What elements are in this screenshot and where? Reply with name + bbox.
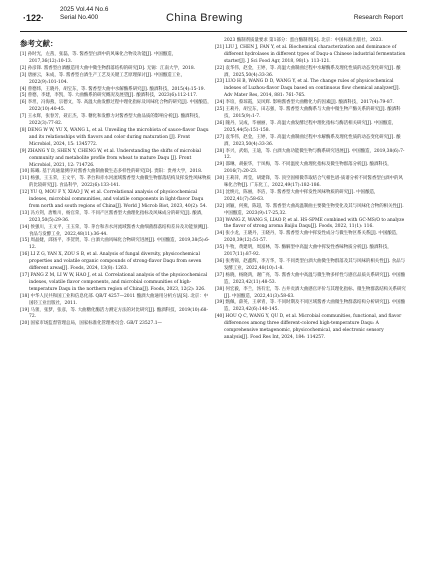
page-number: ·122·: [23, 13, 45, 23]
reference-item: [14] 侯强川，王文平，王玉荣，等. 茅台和赤水河流域酱香大曲细菌群落结构差异及功能预测[J]. 食品与发酵工业，2022,48(11):36-44.: [20, 224, 209, 237]
reference-item: [35] 牛牧，黄建明，周富林，等. 酶解型中高温大曲中挥发性香味物质分析[J]. 酿酒科技，2017(11):87-92.: [215, 245, 392, 258]
reference-item-continued: 2023 酶制剂质量要求 第1部分：蛋白酶制剂[S]. 北京：中国标准出版社，2023.: [224, 38, 383, 43]
reference-item: [1] 孙时光，左茜，张磊，等. 酱香型白酒中的风味化合物及功能[J]. 中国酿造，2017,36(12):10-13.: [20, 52, 177, 64]
reference-list-left: [20, 52, 212, 328]
right-column: [215, 38, 407, 342]
reference-item: [27] 袁华伟，赵金，王婷，等. 高温大曲制曲过程中水解酶系及理化性质的动态变化研究[J]. 酿酒，2023,50(4):33-36.: [215, 134, 401, 147]
section-label: Research Report: [353, 14, 403, 21]
reference-item: [23] LUO H B, WANG D D, WANG Y, et al. The change rules of physicochemical indexes of Luzhou-flavor Daqu based on continuous flow chemical analyzer[J]. Adv Mater Res, 2014, 881: 761-765.: [215, 79, 400, 99]
reference-item: [29] 邵琳，胡振华，于凤梅，等. 不同温度大曲理化指标及微生物群落分析[J]. 酿酒科技，2016(7):20-23.: [215, 162, 392, 175]
reference-list-right: [215, 38, 407, 342]
references-heading: 参考文献：: [20, 39, 58, 48]
reference-item: [34] 张小龙，王晓丹，王晓丹，等. 酱香型大曲中挥发性成分与微生物区系关系[J]. 中国酿造，2020,39(12):51-57.: [215, 231, 401, 244]
volume-line: 2025 Vol.44 No.6: [60, 6, 109, 13]
reference-item: [33] WANG Z, WANG S, LIAO P, et al. HS-SPME combined with GC-MS/O to analyze the flavor of strong aroma Baijiu Daqu[J]. Foods, 2022, 11(1): 116.: [215, 217, 405, 230]
reference-item: [3] 唐丽云，朱成，等. 酱香型白酒生产工艺及关键工艺原理探讨[J]. 中国酿造工业，2022(9):101-104.: [20, 72, 186, 85]
reference-item: [10] 陈曦. 基于高通量测序对酱香大曲制曲微生态多样性的研究[D]. 贵阳：贵州大学，2018.: [20, 169, 203, 175]
reference-item: [8] DENG W W, YU X, WANG L, et al. Unveiling the microbiota of sauce-flavor Daqu and its relationships with flavors and color during maturation [J]. Front Microbiol, 2024, 15: 1345772.: [20, 127, 209, 147]
volume-info: [60, 6, 108, 22]
reference-item: [37] 杨晓，杨晓鸿，谢广亮，等. 酱香大曲中高温与微生物多样性与感官品质关系研究[J]. 中国酿造，2023,42(11):48-53.: [215, 272, 406, 285]
reference-item: [39] 甄佩，薛英，王翠青，等. 不同时期及不同区域酱香大曲微生物群落结构分析研究[J]. 中国酿造，2023,42(6):140-145.: [215, 300, 406, 313]
journal-title: China Brewing: [166, 12, 243, 24]
reference-item: [11] 杨强，王玉荣，王文平，等. 茅台和赤水河流域酱香型大曲微生物群落结构及挥发性风味物质的比较研究[J]. 食品科学，2022(6):133-141.: [20, 176, 211, 189]
reference-item: [6] 李坦，冯海燕，宗德文，等. 高温大曲发酵过程中理化指标及风味化合物的研究[J]. 中国酿造，2022(10):40-45.: [20, 100, 212, 113]
reference-item: [30] 王莉萍，周莹，胡建锋，等. 顶空固相微萃取结合气相色谱-质谱分析不同酱香型白酒中的风味化合物[J]. 广东化工，2022,49(17):182-186.: [215, 176, 403, 189]
reference-item: [25] 王莉丹，胡宝东，田志强，等. 酱香型大曲酶系与大曲中微生物产酶关系的研究[J]. 酿酒科技，2015(9):1-7.: [215, 107, 401, 119]
reference-item: [19] 马蕾，张梦，张彦，等. 大曲糖化酶活力测定方法的对比研究[J]. 酿酒科技，2019(10):68-72.: [20, 307, 209, 320]
reference-item: [22] 袁华伟，赵金，王婷，等. 高温大曲制曲过程中水解酶系及理化性质的动态变化研究[J]. 酿酒，2025,50(4):33-36.: [215, 65, 401, 78]
page-header: [0, 0, 427, 33]
serial-line: Serial No.400: [60, 14, 99, 21]
reference-item: [38] 何宏毅，李兰，汤有宏，等. 古井贡酒大曲感官评价与其理化指标、微生物群落结构关系研究[J]. 中国酿造，2022,41(3):58-63.: [215, 286, 406, 299]
reference-item: [20] 国家市场监督管理总局，国家标准化管理委员会. GB/T 23527.1—: [20, 321, 162, 327]
reference-item: [18] 中华人民共和国工业和信息化部. QB/T 4257—2011 酿酒大曲通用分析方法[S]. 北京：中国轻工业出版社，2011.: [20, 293, 209, 306]
reference-item: [31] 沈焕元，陈丽，李洁，等. 酱香型大曲中挥发性风味物质的研究[J]. 中国酿造，2022,41(7):58-63.: [215, 189, 379, 202]
reference-item: [17] PANG Z M, LI W W, HAO J, et al. Correlational analysis of the physicochemical indexes, volatile flavor components, and microbial communities of high-temperature Daqu in the northern region of China[J]. Foods, 2023, 12(2): 326.: [20, 273, 208, 292]
reference-item: [7] 王永辉，张春芳，聂正杰，等. 糖化和发酵力对酱香型大曲品质的影响分析[J]. 酿酒科技，2022(3):77-82.: [20, 114, 203, 127]
reference-item: [2] 孙彦锋. 酱香型白酒酿造用大曲中微生物群落结构的研究[D]. 无锡：江南大学，2018.: [20, 65, 196, 71]
reference-item: [21] LIU J, CHEN J, FAN Y, et al. Biochemical characterization and dominance of different hydrolases in different types of Daqu-a Chinese industrial fermentation starter[J]. J Sci Food Agr, 2018, 98(1): 113-121.: [215, 44, 406, 64]
header-divider: [20, 31, 407, 32]
reference-item: [4] 曾德炜，王晓丹，胡宝东，等. 酱香型大曲中水解酶系研究[J]. 酿酒科技，2015(4):15-19.: [20, 86, 205, 92]
reference-item: [5] 曾德，李建，李凯，等. 大曲酶系的研究概况及展望[J]. 酿酒科技，2023(6):112-117.: [20, 93, 198, 99]
reference-item: [15] 周晶婕，邱扬平，李贺贤，等. 白酒大曲风味化合物研究进展[J]. 中国酿造，2019,38(5):6-12.: [20, 238, 210, 251]
reference-item: [12] YU Q, MOU F Y, XIAO J W, et al. Correlational analysis of physicochemical indexes, microbial communities, and volatile components in light-flavor Daqu from north and south regions of China[J]. World J Microb Biot, 2023, 40(2): 54.: [20, 190, 207, 209]
reference-item: [28] 李兴，武娟，王迪，等. 白酒大曲功能微生物与酶系研究进展[J]. 中国酿造，2019,38(6):7-12.: [215, 148, 405, 161]
reference-item: [9] ZHANG Y D, SHEN Y, CHENG W, et al. Understanding the shifts of microbial community and metabolite profile from wheat to mature Daqu [J]. Front Microbiol, 2021, 12: 714726.: [20, 148, 201, 168]
reference-item: [13] 冯方剑，唐维川，杨官荣，等. 不同产区酱香型大曲理化指标及风味成分的研究[J]. 酿酒，2023,50(5):29-36.: [20, 210, 206, 223]
reference-item: [26] 隗丹，吴成，毕丽丽，等. 高温大曲发酵过程中理化指标与酶活相关研究[J]. 中国酿造，2025,44(5):151-158.: [215, 120, 397, 133]
reference-item: [36] 张秀锦，赵鑫辉，李万华，等. 不同类型白酒大曲微生物群落及其与风味的相关性[J]. 食品与发酵工业，2022,48(10):1-8.: [215, 259, 406, 271]
reference-item: [24] 李谊，蔡琼霞，吴风辉. 影响酱香型大曲糖化力的因素[J]. 酿酒科技，2017(4):79-87.: [215, 100, 394, 106]
reference-item: [32] 刘颖，何燕，陈超，等. 酱香型大曲高温制曲主要微生物变化及其与风味化合物的相关性[J]. 中国酿造，2023(9):17-25,32.: [215, 203, 404, 216]
reference-item: [16] LI Z G, YAN X, ZOU S B, et al. Analysis of fungal diversity, physicochemical properties and volatile organic compounds of strong-flavor Daqu from seven different areas[J]. Foods, 2024, 13(8): 1263.: [20, 252, 202, 272]
reference-item: [40] HOU Q C, WANG Y, QU D, et al. Microbial communities, functional, and flavor differences among three different-colored high-temperature Daqu: A comprehensive metagenomic, physicochemical, and electronic sensory analysis[J]. Food Res Int, 2024, 184: 114257.: [215, 314, 402, 340]
left-column: [20, 38, 212, 328]
